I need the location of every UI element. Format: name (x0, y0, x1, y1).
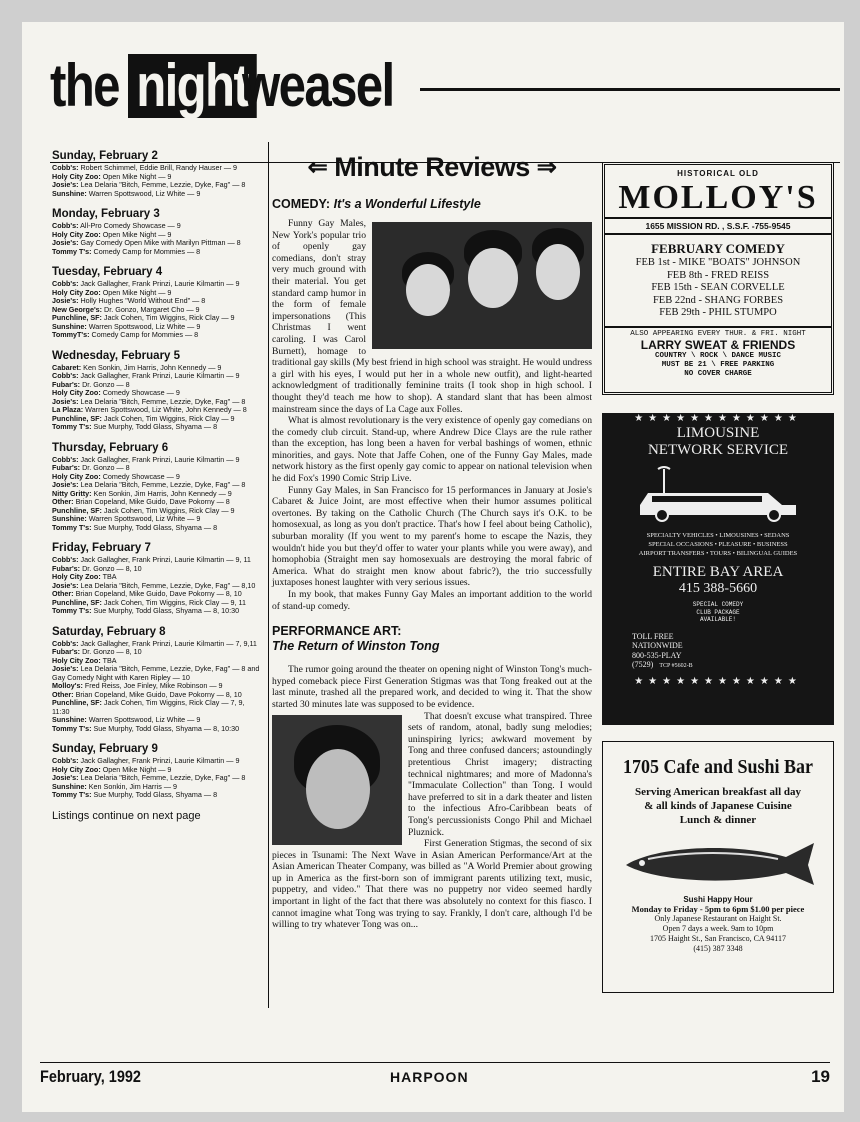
listing-acts: Lea Delaria "Bitch, Femme, Lezzie, Dyke, Fag" — 8,10 (80, 580, 256, 590)
limo-toll-4 (602, 660, 834, 672)
reviews-title (272, 152, 592, 183)
molloys-comedy-heading: FEBRUARY COMEDY (651, 241, 785, 256)
molloys-line: FEB 8th - FRED REISS (666, 269, 770, 281)
listing-venue: Josie's: (52, 296, 79, 305)
listing-acts: Jack Cohen, Tim Wiggins, Rick Clay — 9, 11 (103, 597, 246, 607)
limousine-ad (602, 413, 834, 725)
comedy-listings (52, 150, 262, 823)
sushi-name: 1705 Cafe and Sushi Bar (622, 756, 814, 778)
sushi-happy-hour: Sushi Happy Hour (683, 895, 753, 904)
sushi-info: Only Japanese Restaurant on Haight St. (654, 914, 782, 923)
sushi-tag-3: Lunch & dinner (679, 814, 757, 826)
limo-toll-2: NATIONWIDE (632, 641, 683, 650)
star-row-icon: ★★★★★★★★★★★★ (634, 413, 802, 424)
listing-venue: Fubar's: (52, 463, 81, 472)
listing-acts: Lea Delaria "Bitch, Femme, Lezzie, Dyke, Fag" — 8 (80, 480, 246, 489)
listing-venue: Cobb's: (52, 454, 79, 464)
listing-acts: Jack Gallagher, Frank Prinzi, Laurie Kilmartin — 7, 9,11 (80, 638, 257, 648)
listing-day-heading: Monday, February 3 (52, 208, 160, 220)
listing-venue: Holy City Zoo: (52, 287, 101, 297)
fish-icon (618, 835, 818, 891)
listing-day (52, 743, 262, 800)
listing-acts: Open Mike Night — 9 (102, 764, 172, 774)
listing-venue: Punchline, SF: (52, 597, 102, 607)
listing-venue: Holy City Zoo: (52, 229, 101, 239)
comedy-p4: In my book, that makes Funny Gay Males an important addition to the world of stand-up comedy. (272, 589, 592, 612)
limo-special-2: CLUB PACKAGE (696, 608, 740, 616)
listing-venue: Josie's: (52, 773, 79, 782)
perf-title: The Return of Winston Tong (272, 639, 440, 654)
comedy-heading (272, 197, 592, 212)
molloys-age: MUST BE 21 \ FREE PARKING (661, 360, 775, 369)
listing-acts: Comedy Camp for Mommies — 8 (91, 330, 199, 339)
listing-day (52, 266, 262, 340)
molloys-ad (602, 162, 834, 395)
listing-acts: Jack Gallagher, Frank Prinzi, Laurie Kilmartin — 9 (80, 454, 240, 464)
page-number: 19 (811, 1067, 830, 1086)
listing-venue: Cobb's: (52, 163, 79, 172)
listing-day-heading: Thursday, February 6 (52, 441, 169, 454)
listing-venue: Fubar's: (52, 563, 81, 573)
listing-day-heading: Sunday, February 2 (52, 150, 158, 162)
listing-day-heading: Sunday, February 9 (52, 743, 158, 755)
listing-day (52, 542, 262, 616)
listing-venue: Fubar's: (52, 379, 81, 389)
molloys-line: FEB 15th - SEAN CORVELLE (651, 282, 785, 293)
listing-venue: Sunshine: (52, 321, 87, 331)
listing-venue: Sunshine: (52, 514, 87, 523)
listing-venue: Punchline, SF: (52, 505, 102, 515)
arrow-right-icon: ⇒ (536, 154, 557, 181)
listing-venue: Cobb's: (52, 756, 79, 765)
listing-day (52, 350, 262, 432)
listing-venue: Punchline, SF: (52, 413, 102, 423)
listing-venue: Other: (52, 589, 74, 598)
listing-acts: Jack Cohen, Tim Wiggins, Rick Clay — 7, 9, 11:30 (52, 698, 245, 716)
listing-venue: Molloy's: (52, 681, 83, 690)
listing-venue: Fubar's: (52, 647, 81, 656)
listing-venue: Cobb's: (52, 279, 79, 288)
listing-venue: Nitty Gritty: (52, 488, 92, 498)
limo-area: ENTIRE BAY AREA (652, 564, 784, 580)
sushi-info: Open 7 days a week. 9am to 10pm (662, 924, 774, 933)
performance-heading (272, 624, 592, 654)
limo-phone: 415 388-5660 (678, 581, 758, 596)
perf-p2-text: That doesn't excuse what transpired. Three sets of random, atonal, badly sung melodies; uninspiring lyrics; awkward movement by Tong and three confused dancers; astoundingly pretentious Christ imagery; distracting technical nightmares; and more of Madonna's "Immaculate Collection" than Tong. I would have preferred to sit in a dark theater and listen to the infectious Afro-Caribbean beats of Tong's percussionists Congo Phil and Michael Pluznick. (408, 710, 592, 838)
listing-entry (52, 607, 262, 616)
listing-acts: Warren Spottswood, Liz White — 9 (88, 514, 201, 523)
perf-p3: First Generation Stigmas, the second of six pieces in Tsunami: The Next Wave in Asian American Performance/Art at the Asian American Theater Company, was billed as "A World Premier about growing up in America as the first-born son of immigrant parents utilizing text, music, puppetry, and video." That there was no puppetry nor video seemed hardly important in light of the fact that there was absolutely no context for this fiasco. I cannot imagine what Tong was trying to say. Frankly, I don't care, although I'd be willing to try whatever Tong was on... (272, 838, 592, 931)
molloys-cover: NO COVER CHARGE (684, 369, 752, 378)
sushi-hours: Monday to Friday - 5pm to 6pm $1.00 per piece (631, 904, 805, 914)
ads-column (602, 162, 834, 1005)
listing-acts: Comedy Showcase — 9 (102, 471, 180, 481)
sushi-address: 1705 Haight St., San Francisco, CA 94117 (650, 934, 786, 943)
listing-acts: Dr. Gonzo — 8 (82, 379, 130, 389)
listing-acts: Warren Spottswood, Liz White — 9 (88, 715, 201, 724)
sushi-phone: (415) 387 3348 (693, 944, 743, 953)
performance-review (272, 664, 592, 931)
listing-entry (52, 699, 262, 716)
molloys-line: FEB 1st - MIKE "BOATS" JOHNSON (635, 257, 801, 268)
listing-acts: All-Pro Comedy Showcase — 9 (80, 221, 181, 230)
listing-venue: Josie's: (52, 180, 79, 189)
listing-acts: Gay Comedy Open Mike with Marilyn Pittman — 8 (80, 238, 241, 247)
magazine-page (22, 22, 844, 1112)
limo-tcp: TCP #5602-B (659, 663, 693, 669)
listing-acts: Jack Gallagher, Frank Prinzi, Laurie Kilmartin — 9, 11 (80, 555, 251, 564)
molloys-name: MOLLOY'S (618, 179, 818, 216)
comedy-label: COMEDY: (272, 197, 331, 211)
limo-title-1: LIMOUSINE (676, 425, 760, 441)
funny-gay-males-photo (372, 222, 592, 349)
listing-day (52, 626, 262, 734)
limo-special-3: AVAILABLE! (699, 616, 736, 623)
listing-day-heading: Wednesday, February 5 (52, 349, 181, 362)
star-row-icon: ★★★★★★★★★★★★ (634, 675, 802, 687)
winston-tong-photo (272, 715, 402, 845)
listing-venue: Tommy T's: (52, 790, 92, 799)
limo-line-1: SPECIALTY VEHICLES • LIMOUSINES • SEDANS (646, 532, 790, 539)
masthead-rule (420, 88, 840, 91)
listing-venue: TommyT's: (52, 330, 90, 339)
comedy-p1-text: Funny Gay Males, New York's popular trio of openly gay comedians, don't stray very much ground with their material. You get standard camp humor in the form of female impersonations (This Christmas I went caroling. I was Carol Burnett), homage to traditional gay skills (My best friend in high school was straight. He would undress a girl with his eyes, I would put her in a whole new outfit), and light-hearted acknowledgment of traditionally feminine traits (I took shop in high school. I thought they'd teach me how to shop). A standard slant that has been almost mainstream since the days of La Cage aux Folles. (272, 218, 592, 415)
listing-acts: Warren Spottswood, Liz White, John Kennedy — 8 (85, 405, 247, 414)
limo-line-2: SPECIAL OCCASIONS • PLEASURE • BUSINESS (648, 541, 788, 548)
footer-publication: HARPOON (390, 1069, 469, 1085)
molloys-music: COUNTRY \ ROCK \ DANCE MUSIC (654, 351, 782, 360)
listing-entry (52, 725, 262, 734)
listing-acts: Ken Sonkin, Jim Harris, John Kennedy — 9 (93, 488, 232, 498)
listing-venue: Cabaret: (52, 362, 82, 372)
perf-label: PERFORMANCE ART: (272, 624, 402, 639)
comedy-p3: Funny Gay Males, in San Francisco for 15 performances in January at Josie's Cabaret & Juice Joint, are most effective when their humor assumes political overtones. By taking on the Catholic Church (The Church says it's O.K. to be homosexual, as long as you don't practice. That's how I feel about being Catholic), suburban morality (If you went to my parent's home to escape the Nazis, they wouldn't hide you but they'd offer to water your plants while you were away), and homophobia (Straight men say homosexuals are destroying the moral fabric of America. What do straight men know about fabric?), the trio successfully juxtaposes honest laughter with very serious issues. (272, 484, 592, 589)
listing-entry (52, 423, 262, 432)
listing-acts: Robert Schimmel, Eddie Brill, Randy Hauser — 9 (80, 163, 238, 172)
listing-day (52, 442, 262, 533)
listing-acts: Open Mike Night — 9 (102, 287, 172, 297)
molloys-address: 1655 MISSION RD. , S.S.F. -755-9545 (605, 219, 831, 235)
sushi-tag-2: & all kinds of Japanese Cuisine (644, 800, 792, 812)
molloys-sub: HISTORICAL OLD (677, 169, 759, 178)
listing-acts: Jack Cohen, Tim Wiggins, Rick Clay — 9 (103, 505, 235, 515)
listing-acts: Dr. Gonzo, Margaret Cho — 9 (104, 304, 200, 314)
molloys-line: FEB 22nd - SHANG FORBES (652, 294, 784, 306)
listing-venue: Tommy T's: (52, 422, 92, 431)
perf-p1: The rumor going around the theater on opening night of Winston Tong's much-hyped comeback piece First Generation Stigmas was that Tong freaked out at the last minute, trashed all the prepared work, and decided to wing it. That the show started 30 minutes late was supposed to be evidence. (272, 664, 592, 710)
listing-acts: Ken Sonkin, Jim Harris — 9 (88, 781, 178, 791)
listing-venue: Punchline, SF: (52, 313, 102, 322)
listing-entry (52, 331, 262, 340)
listings-continue-note: Listings continue on next page (52, 809, 201, 822)
listing-acts: Jack Cohen, Tim Wiggins, Rick Clay — 9 (103, 313, 235, 322)
listing-venue: Holy City Zoo: (52, 572, 101, 581)
listing-acts: Sue Murphy, Todd Glass, Shyama — 8, 10:30 (93, 723, 240, 733)
listing-venue: Josie's: (52, 238, 79, 247)
listing-day-heading: Saturday, February 8 (52, 625, 166, 638)
listing-venue: Josie's: (52, 480, 79, 489)
masthead-the: the (50, 52, 119, 119)
listing-acts: Ken Sonkin, Jim Harris, John Kennedy — 9 (83, 362, 222, 372)
page-footer (40, 1062, 830, 1093)
listing-acts: Sue Murphy, Todd Glass, Shyama — 8 (93, 422, 218, 431)
listing-entry (52, 665, 262, 682)
listing-acts: Dr. Gonzo — 8, 10 (82, 563, 142, 573)
limo-toll-3: 800-535-PLAY (632, 650, 682, 660)
listing-venue: Other: (52, 497, 74, 506)
limousine-icon (628, 465, 808, 525)
limo-special-1: SPECIAL COMEDY (692, 601, 744, 608)
listing-venue: Cobb's: (52, 638, 79, 648)
listing-entry (52, 791, 262, 800)
listing-venue: Sunshine: (52, 715, 87, 724)
limo-toll-1: TOLL FREE (632, 631, 674, 641)
listing-acts: Sue Murphy, Todd Glass, Shyama — 8 (93, 522, 218, 532)
listing-acts: Warren Spottswood, Liz White — 9 (88, 188, 201, 198)
molloys-line: FEB 29th - PHIL STUMPO (659, 307, 777, 318)
listing-day-heading: Friday, February 7 (52, 542, 151, 554)
listing-venue: Punchline, SF: (52, 698, 102, 707)
listing-acts: Open Mike Night — 9 (102, 229, 172, 239)
listing-venue: Cobb's: (52, 555, 79, 564)
listing-acts: TBA (102, 572, 117, 581)
listing-acts: Jack Gallagher, Frank Prinzi, Laurie Kilmartin — 9 (80, 756, 240, 765)
listing-venue: Sunshine: (52, 188, 87, 198)
limo-toll-number: (7529) (632, 660, 654, 669)
listing-acts: Lea Delaria "Bitch, Femme, Lezzie, Dyke, Fag" — 8 and Gay Comedy Night with Karen Ripley — 10 (52, 664, 260, 682)
footer-date: February, 1992 (40, 1067, 141, 1086)
listing-acts: Lea Delaria "Bitch, Femme, Lezzie, Dyke, Fag" — 8 (80, 396, 246, 406)
masthead (50, 54, 840, 146)
listing-acts: Warren Spottswood, Liz White — 9 (88, 321, 201, 331)
listing-venue: Josie's: (52, 580, 79, 590)
listing-day (52, 150, 262, 198)
listing-venue: Josie's: (52, 664, 79, 673)
listing-acts: Holly Hughes "World Without End" — 8 (80, 296, 206, 305)
listing-venue: Josie's: (52, 396, 79, 406)
listing-acts: Fred Reiss, Joe Finley, Mike Robinson — 9 (84, 681, 223, 690)
listing-acts: Comedy Camp for Mommies — 8 (93, 246, 201, 256)
listing-acts: Dr. Gonzo — 8 (82, 463, 130, 472)
listing-venue: Tommy T's: (52, 606, 92, 615)
listing-acts: Jack Gallagher, Frank Prinzi, Laurie Kilmartin — 9 (80, 371, 240, 380)
listing-venue: Other: (52, 689, 74, 699)
listing-entry (52, 190, 262, 199)
molloys-act: LARRY SWEAT & FRIENDS (640, 337, 796, 352)
listing-acts: Lea Delaria "Bitch, Femme, Lezzie, Dyke, Fag" — 8 (80, 773, 246, 782)
limo-title-2: NETWORK SERVICE (647, 442, 789, 458)
listing-acts: Brian Copeland, Mike Guido, Dave Pokorny — 8, 10 (75, 589, 242, 598)
listing-acts: Dr. Gonzo — 8, 10 (82, 647, 142, 656)
arrow-left-icon: ⇐ (307, 154, 328, 181)
listing-day (52, 208, 262, 256)
listing-venue: Holy City Zoo: (52, 764, 101, 774)
listing-venue: Cobb's: (52, 371, 79, 380)
reviews-column (272, 142, 592, 931)
listing-venue: Holy City Zoo: (52, 388, 101, 397)
listing-venue: Holy City Zoo: (52, 171, 101, 181)
reviews-title-text: Minute Reviews (334, 152, 530, 182)
listing-venue: Tommy T's: (52, 723, 92, 733)
sushi-tagline (603, 785, 833, 827)
listing-acts: Open Mike Night — 9 (102, 171, 172, 181)
listing-venue: Tommy T's: (52, 246, 92, 256)
listing-acts: Sue Murphy, Todd Glass, Shyama — 8, 10:30 (93, 606, 240, 615)
comedy-p2: What is almost revolutionary is the very existence of openly gay comedians on the comedy club circuit. Stand-up, where Andrew Dice Clays are the rule rather than the exception, has long been a haven for verbal bashings of women, ethnic minorities, and gays. Note that Jaffe Cohen, one of the Funny Gay Males, made network history as the first openly gay comic to appear on national television when he did Fox's 1990 Comic Strip Live. (272, 415, 592, 485)
listing-acts: Sue Murphy, Todd Glass, Shyama — 8 (93, 790, 218, 799)
sushi-tag-1: Serving American breakfast all day (634, 786, 801, 798)
listing-venue: Cobb's: (52, 221, 79, 230)
listing-day-heading: Tuesday, February 4 (52, 266, 163, 278)
masthead-night: night (128, 54, 256, 118)
perf-p2 (272, 711, 592, 839)
listing-acts: Comedy Showcase — 9 (102, 388, 180, 397)
listing-acts: Jack Gallagher, Frank Prinzi, Laurie Kilmartin — 9 (80, 279, 240, 288)
masthead-weasel: weasel (242, 52, 394, 119)
sushi-ad (602, 741, 834, 993)
listing-venue: Sunshine: (52, 781, 87, 791)
listing-acts: Brian Copeland, Mike Guido, Dave Pokorny — 8 (75, 497, 230, 506)
listing-entry (52, 524, 262, 533)
molloys-also: ALSO APPEARING EVERY THUR. & FRI. NIGHT (605, 326, 831, 338)
comedy-p1 (272, 218, 592, 415)
limo-line-3: AIRPORT TRANSFERS • TOURS • BILINGUAL GUIDES (638, 550, 798, 557)
listing-acts: Lea Delaria "Bitch, Femme, Lezzie, Dyke, Fag" — 8 (80, 180, 246, 189)
listing-venue: Holy City Zoo: (52, 471, 101, 481)
molloys-logo (605, 165, 831, 219)
listing-acts: TBA (102, 655, 117, 665)
listing-entry (52, 248, 262, 257)
comedy-review (272, 218, 592, 612)
listing-venue: New George's: (52, 304, 103, 314)
column-rule (268, 142, 269, 1008)
listing-acts: Jack Cohen, Tim Wiggins, Rick Clay — 9 (103, 413, 235, 423)
listing-venue: Holy City Zoo: (52, 655, 101, 665)
limo-special (602, 601, 834, 624)
listing-venue: La Plaza: (52, 405, 84, 414)
listing-acts: Brian Copeland, Mike Guido, Dave Pokorny — 8, 10 (75, 689, 242, 699)
listing-venue: Tommy T's: (52, 522, 92, 532)
comedy-title: It's a Wonderful Lifestyle (333, 197, 481, 211)
